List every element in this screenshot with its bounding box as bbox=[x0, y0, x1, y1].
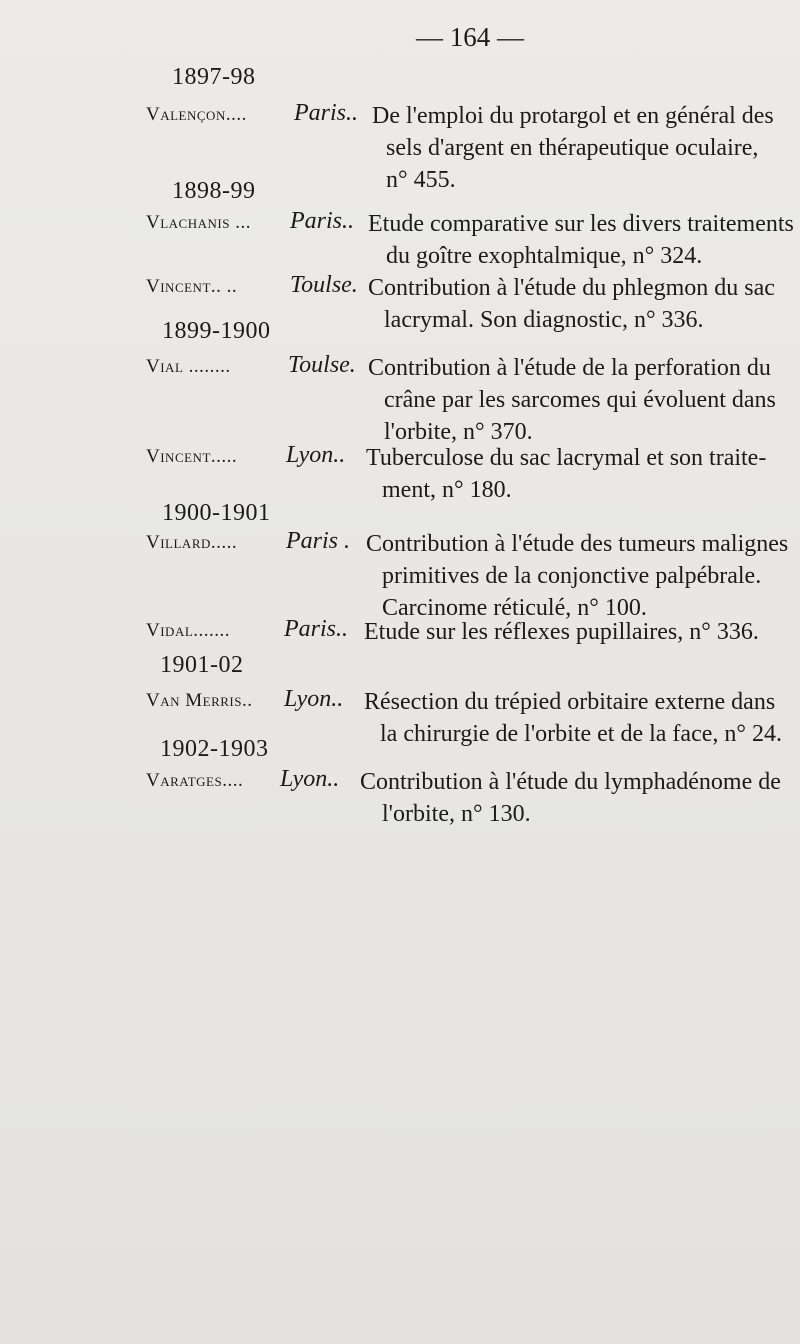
title-line: De l'emploi du protargol et en général des bbox=[372, 103, 774, 129]
title-line: Contribution à l'étude du phlegmon du sac bbox=[368, 275, 775, 301]
author-name: Vincent.. .. bbox=[146, 276, 238, 297]
city: Paris.. bbox=[284, 616, 349, 642]
title-line: la chirurgie de l'orbite et de la face, n° 24. bbox=[380, 721, 782, 747]
title-line: Contribution à l'étude du lymphadénome de bbox=[360, 769, 781, 795]
title-line: sels d'argent en thérapeutique oculaire, bbox=[386, 135, 759, 161]
thesis-title bbox=[368, 208, 794, 272]
thesis-title bbox=[366, 528, 789, 624]
thesis-title bbox=[372, 100, 774, 196]
title-line: Contribution à l'étude des tumeurs malignes bbox=[366, 531, 789, 557]
title-line: l'orbite, n° 130. bbox=[382, 801, 531, 827]
thesis-title bbox=[360, 766, 780, 830]
thesis-title bbox=[366, 442, 786, 506]
year-heading: 1897-98 bbox=[172, 64, 256, 90]
title-line: l'orbite, n° 370. bbox=[384, 419, 533, 445]
title-line: Etude sur les réflexes pupillaires, n° 336. bbox=[364, 619, 759, 645]
year-heading: 1902-1903 bbox=[160, 736, 269, 762]
city: Lyon.. bbox=[280, 766, 340, 792]
city: Paris.. bbox=[290, 208, 355, 234]
page-number: — 164 — bbox=[416, 22, 524, 52]
author-name: Vial ........ bbox=[146, 356, 231, 377]
thesis-title bbox=[368, 272, 788, 336]
author-name: Varatges.... bbox=[146, 770, 244, 791]
year-heading: 1900-1901 bbox=[162, 500, 271, 526]
author-name: Vlachanis ... bbox=[146, 212, 251, 233]
author-name: Vidal....... bbox=[146, 620, 231, 641]
year-heading: 1901-02 bbox=[160, 652, 244, 678]
title-line: Carcinome réticulé, n° 100. bbox=[382, 595, 647, 621]
author-name: Vincent..... bbox=[146, 446, 238, 467]
title-line: lacrymal. Son diagnostic, n° 336. bbox=[384, 307, 704, 333]
year-heading: 1899-1900 bbox=[162, 318, 271, 344]
thesis-title bbox=[368, 352, 788, 448]
city: Toulse. bbox=[288, 352, 356, 378]
city: Paris.. bbox=[294, 100, 359, 126]
title-line: Résection du trépied orbitaire externe dans bbox=[364, 689, 776, 715]
author-name: Valençon.... bbox=[146, 104, 247, 125]
title-line: Etude comparative sur les divers traitements bbox=[368, 211, 794, 237]
city: Lyon.. bbox=[284, 686, 344, 712]
title-line: Tuberculose du sac lacrymal et son traite- bbox=[366, 445, 767, 471]
author-name: Van Merris.. bbox=[146, 690, 253, 711]
title-line: primitives de la conjonctive palpébrale. bbox=[382, 563, 762, 589]
title-line: crâne par les sarcomes qui évoluent dans bbox=[384, 387, 776, 413]
city: Paris . bbox=[286, 528, 351, 554]
title-line: n° 455. bbox=[386, 167, 456, 193]
city: Lyon.. bbox=[286, 442, 346, 468]
title-line: du goître exophtalmique, n° 324. bbox=[386, 243, 703, 269]
thesis-title bbox=[364, 616, 784, 648]
thesis-title bbox=[364, 686, 784, 750]
year-heading: 1898-99 bbox=[172, 178, 256, 204]
city: Toulse. bbox=[290, 272, 358, 298]
title-line: ment, n° 180. bbox=[382, 477, 512, 503]
title-line: Contribution à l'étude de la perforation du bbox=[368, 355, 771, 381]
author-name: Villard..... bbox=[146, 532, 238, 553]
